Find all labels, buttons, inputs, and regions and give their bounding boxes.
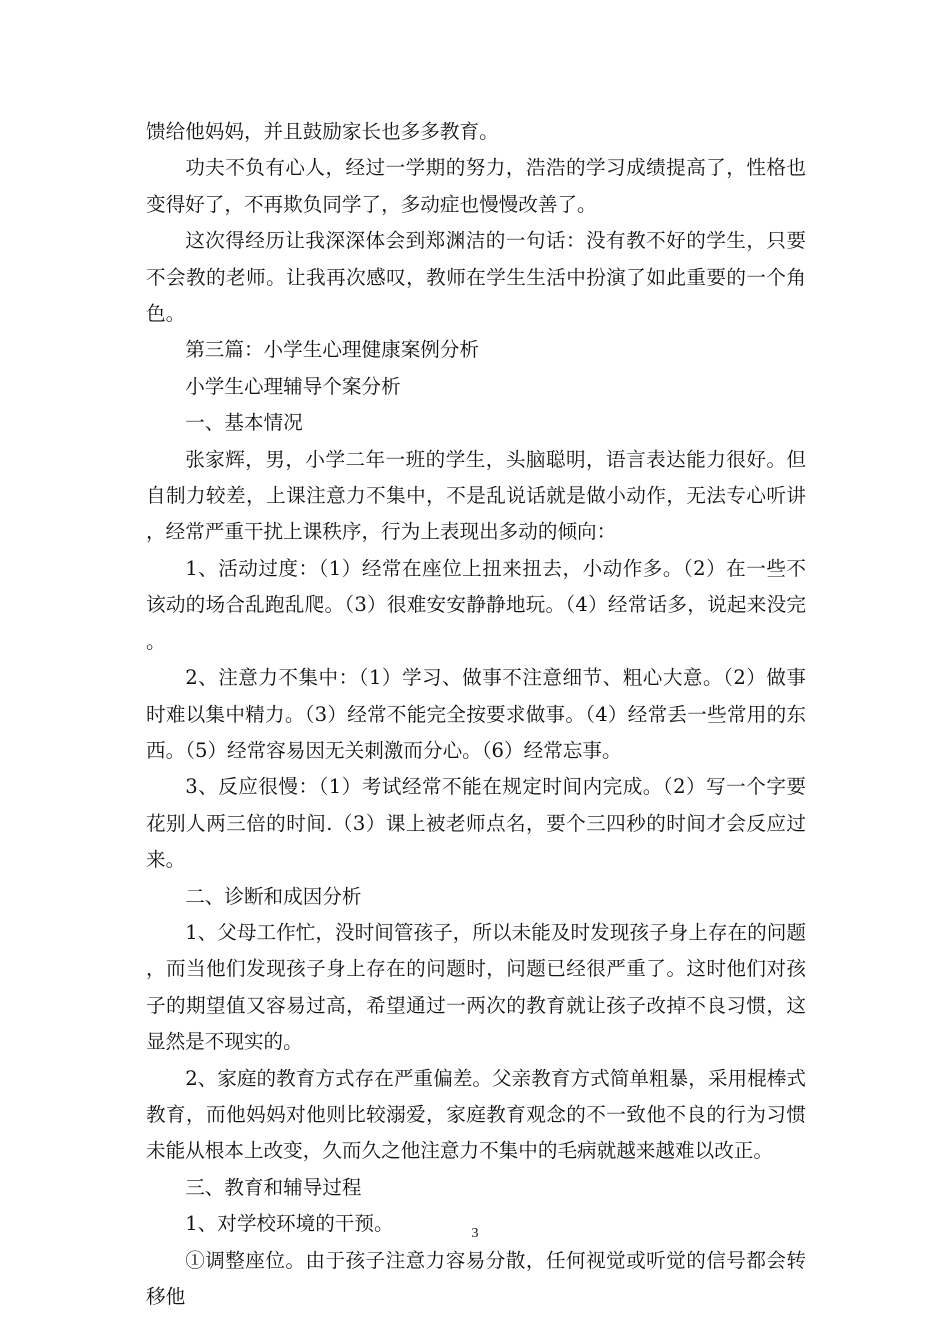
- heading-school-intervention: 1、对学校环境的干预。: [185, 1212, 394, 1236]
- paragraph-2: 功夫不负有心人，经过一学期的努力，浩浩的学习成绩提高了，性格也变得好了，不再欺负同学了，多动症也慢慢改善了。: [146, 156, 806, 216]
- paragraph-basic-info: 张家辉，男，小学二年一班的学生，头脑聪明，语言表达能力很好。但自制力较差，上课注意力不集中，不是乱说话就是做小动作，无法专心听讲，经常严重干扰上课秩序，行为上表现出多动的倾向：: [146, 447, 806, 544]
- paragraph-3: 这次得经历让我深深体会到郑渊洁的一句话：没有教不好的学生，只要不会教的老师。让我再次感叹，教师在学生生活中扮演了如此重要的一个角色。: [146, 229, 806, 326]
- paragraph-diagnosis-1: 1、父母工作忙，没时间管孩子，所以未能及时发现孩子身上存在的问题，而当他们发现孩子身上存在的问题时，问题已经很严重了。这时他们对孩子的期望值又容易过高，希望通过一两次的教育就让孩子改掉不良习惯，这显然是不现实的。: [146, 920, 806, 1054]
- paragraph-slow-reaction: 3、反应很慢：（1）考试经常不能在规定时间内完成。（2）写一个字要花别人两三倍的时间.（3）课上被老师点名，要个三四秒的时间才会反应过来。: [146, 775, 806, 872]
- heading-basic-info: 一、基本情况: [185, 411, 303, 435]
- case-title: 小学生心理辅导个案分析: [185, 374, 401, 398]
- heading-diagnosis: 二、诊断和成因分析: [185, 884, 362, 908]
- paragraph-inattention: 2、注意力不集中：（1）学习、做事不注意细节、粗心大意。（2）做事时难以集中精力。（3）经常不能完全按要求做事。（4）经常丢一些常用的东西。（5）经常容易因无关刺激而分心。（6）经常忘事。: [146, 666, 806, 762]
- paragraph-hyperactivity: 1、活动过度：（1）经常在座位上扭来扭去，小动作多。（2）在一些不该动的场合乱跑乱爬。（3）很难安安静静地玩。（4）经常话多，说起来没完。: [146, 556, 806, 653]
- section-title: 第三篇：小学生心理健康案例分析: [185, 338, 480, 362]
- paragraph-diagnosis-2: 2、家庭的教育方式存在严重偏差。父亲教育方式简单粗暴，采用棍棒式教育，而他妈妈对他则比较溺爱，家庭教育观念的不一致他不良的行为习惯未能从根本上改变，久而久之他注意力不集中的毛病就越来越难以改正。: [146, 1066, 806, 1163]
- document-body: [146, 114, 806, 1315]
- paragraph-seat-adjustment: ①调整座位。由于孩子注意力容易分散，任何视觉或听觉的信号都会转移他: [146, 1248, 806, 1308]
- heading-guidance: 三、教育和辅导过程: [185, 1175, 362, 1199]
- page-number: 3: [471, 1226, 479, 1241]
- paragraph-1: 馈给他妈妈，并且鼓励家长也多多教育。: [146, 120, 499, 143]
